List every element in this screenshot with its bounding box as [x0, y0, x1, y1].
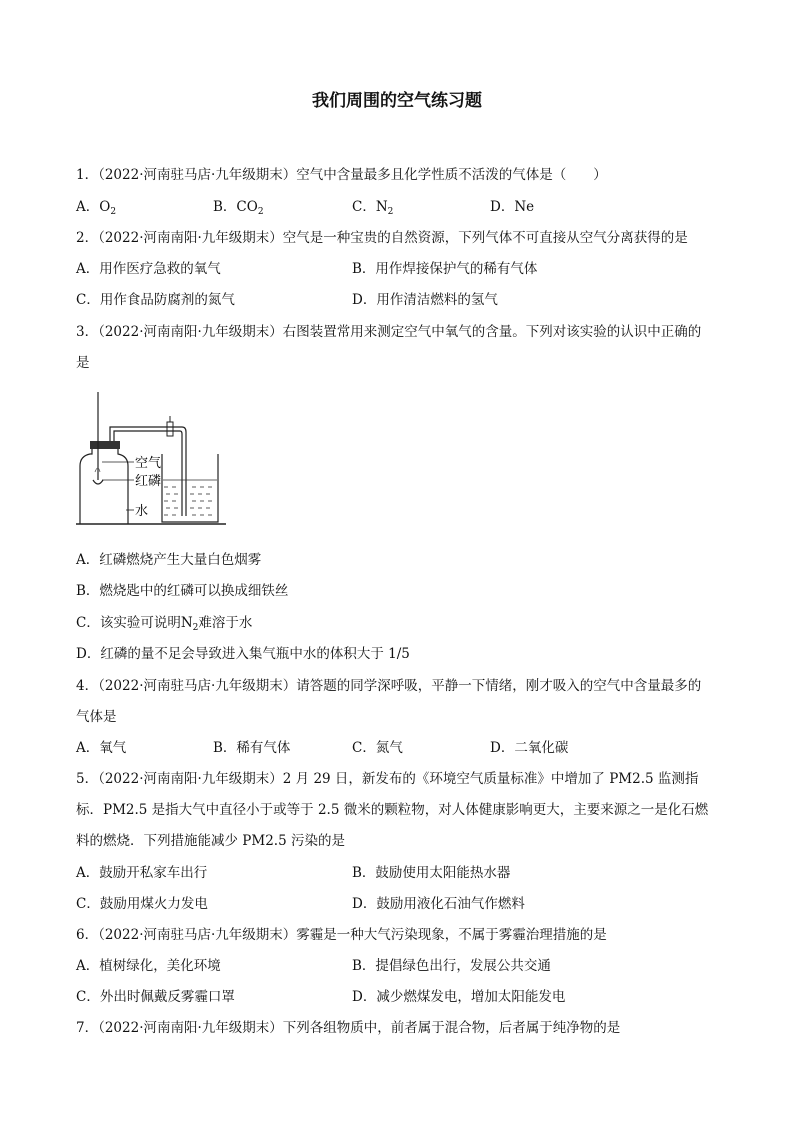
- q6-option-b: B．提倡绿色出行，发展公共交通: [352, 958, 551, 974]
- question-4-stem-line-1: 4．（2022·河南驻马店·九年级期末）请答题的同学深呼吸，平静一下情绪，刚才吸入的空气中含量最多的: [76, 678, 702, 694]
- combustion-spoon: [93, 480, 103, 484]
- delivery-tube: [110, 427, 186, 516]
- question-5-stem-line-3: 料的燃烧．下列措施能减少 PM2.5 污染的是: [76, 833, 345, 849]
- label-water: 水: [135, 504, 149, 519]
- water-level: [163, 480, 217, 515]
- q6-option-a: A．植树绿化，美化环境: [76, 958, 221, 974]
- q5-option-d: D．鼓励用液化石油气作燃料: [352, 896, 525, 912]
- q2-option-b: B．用作焊接保护气的稀有气体: [352, 261, 538, 277]
- gas-bottle: [80, 446, 128, 524]
- q3-option-c: C．该实验可说明$N_2$难溶于水: [76, 615, 253, 633]
- q3-option-b: B．燃烧匙中的红磷可以换成细铁丝: [76, 583, 289, 599]
- question-4-stem-line-2: 气体是: [76, 709, 117, 725]
- q5-option-c: C．鼓励用煤火力发电: [76, 896, 208, 912]
- question-5-stem-line-1: 5．（2022·河南南阳·九年级期末）2 月 29 日，新发布的《环境空气质量标准》中增加了 PM2.5 监测指: [76, 771, 699, 787]
- question-1-stem: 1．（2022·河南驻马店·九年级期末）空气中含量最多且化学性质不活泼的气体是（ ）: [76, 167, 607, 183]
- q3-option-d: D．红磷的量不足会导致进入集气瓶中水的体积大于 1/5: [76, 646, 410, 662]
- apparatus-diagram: [76, 392, 228, 526]
- rubber-stopper: [90, 441, 120, 449]
- question-3-stem-line-1: 3．（2022·河南南阳·九年级期末）右图装置常用来测定空气中氧气的含量。下列对该实验的认识中正确的: [76, 324, 702, 340]
- q6-option-c: C．外出时佩戴反雾霾口罩: [76, 989, 235, 1005]
- label-red-phosphorus: 红磷: [135, 474, 162, 489]
- question-5-stem-line-2: 标．PM2.5 是指大气中直径小于或等于 2.5 微米的颗粒物，对人体健康影响更大，主要来源之一是化石燃: [76, 802, 709, 818]
- q2-option-a: A．用作医疗急救的氧气: [76, 261, 221, 277]
- q4-option-b: B．稀有气体: [213, 740, 291, 756]
- q1-option-d: D．Ne: [490, 199, 535, 215]
- q3-option-a: A．红磷燃烧产生大量白色烟雾: [76, 552, 262, 568]
- q6-option-d: D．减少燃煤发电，增加太阳能发电: [352, 989, 566, 1005]
- q1-option-c: C．$N_2$: [352, 199, 394, 217]
- q4-option-a: A．氧气: [76, 740, 127, 756]
- q2-option-c: C．用作食品防腐剂的氮气: [76, 292, 235, 308]
- question-7-stem: 7．（2022·河南南阳·九年级期末）下列各组物质中，前者属于混合物，后者属于纯净物的是: [76, 1020, 621, 1036]
- label-air: 空气: [135, 456, 162, 471]
- question-6-stem: 6．（2022·河南驻马店·九年级期末）雾霾是一种大气污染现象，不属于雾霾治理措施的是: [76, 927, 607, 943]
- q5-option-b: B．鼓励使用太阳能热水器: [352, 865, 511, 881]
- q4-option-d: D．二氧化碳: [490, 740, 569, 756]
- q4-option-c: C．氮气: [352, 740, 403, 756]
- beaker: [162, 454, 218, 522]
- q5-option-a: A．鼓励开私家车出行: [76, 865, 208, 881]
- q1-option-a: A．$O_2$: [76, 199, 117, 217]
- page-title: 我们周围的空气练习题: [312, 91, 482, 111]
- clamp: [167, 422, 173, 436]
- question-3-stem-line-2: 是: [76, 355, 90, 371]
- oxygen-content-apparatus-figure: [76, 392, 228, 526]
- q1-option-b: B．$CO_2$: [213, 199, 264, 217]
- q2-option-d: D．用作清洁燃料的氢气: [352, 292, 498, 308]
- question-2-stem: 2．（2022·河南南阳·九年级期末）空气是一种宝贵的自然资源，下列气体不可直接从空气分离获得的是: [76, 230, 688, 246]
